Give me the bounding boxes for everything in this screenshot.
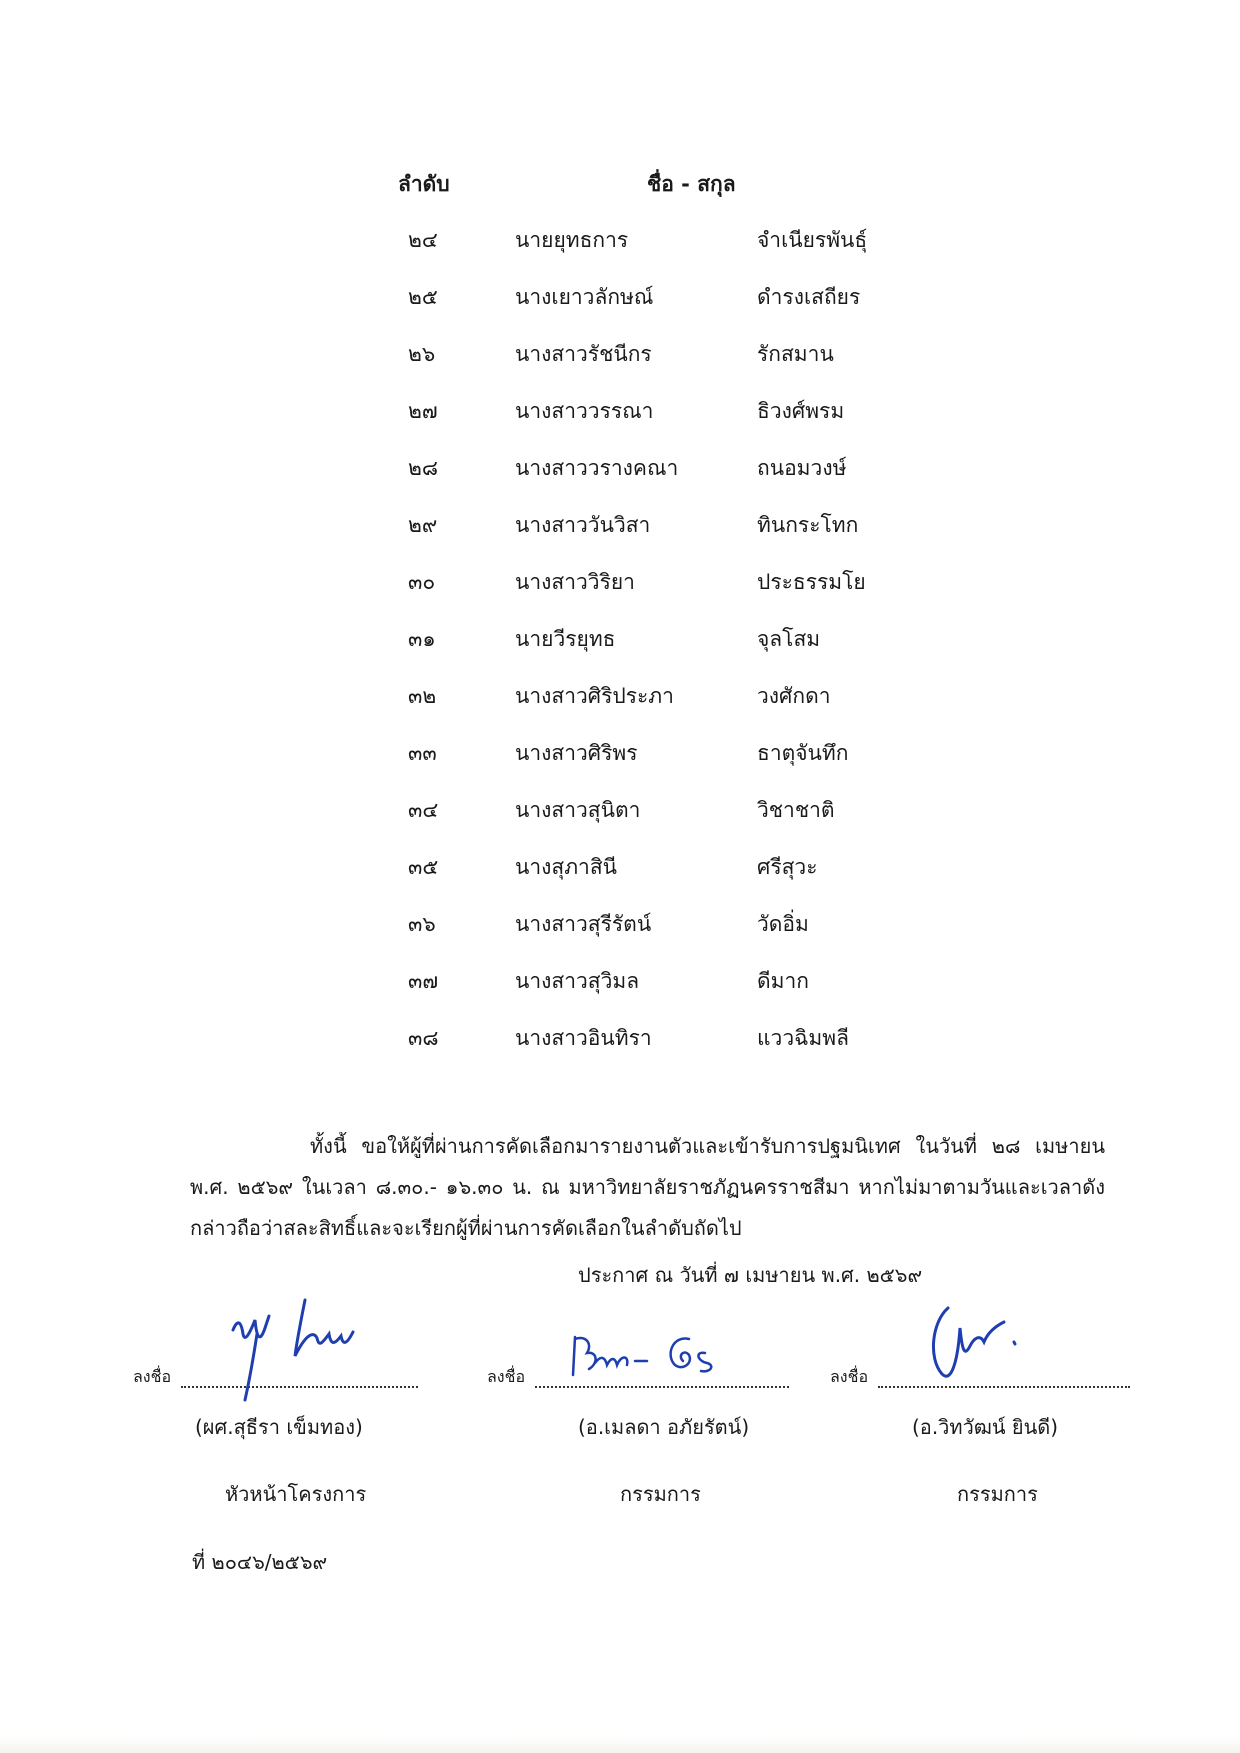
row-last-name: วัดอิ่ม	[757, 912, 809, 936]
table-row	[0, 562, 1240, 602]
row-number: ๓๒	[408, 684, 437, 708]
signature-label: ลงชื่อ	[487, 1367, 526, 1386]
row-number: ๓๗	[408, 969, 439, 993]
signature-mark-2	[565, 1325, 735, 1385]
table-row	[0, 847, 1240, 887]
row-last-name: จำเนียรพันธุ์	[757, 228, 868, 252]
signature-dotted-line	[535, 1386, 789, 1388]
row-number: ๒๘	[408, 456, 439, 480]
row-first-name: นางสุภาสินี	[515, 855, 618, 879]
row-last-name: ดีมาก	[757, 969, 809, 993]
header-name: ชื่อ - สกุล	[647, 172, 736, 196]
row-first-name: นางสาวศิริพร	[515, 741, 638, 765]
table-row	[0, 448, 1240, 488]
signature-role-2: กรรมการ	[620, 1482, 701, 1506]
row-last-name: ทินกระโทก	[757, 513, 859, 537]
table-row	[0, 220, 1240, 260]
table-row	[0, 790, 1240, 830]
row-number: ๒๔	[408, 228, 438, 252]
announcement-date: ประกาศ ณ วันที่ ๗ เมษายน พ.ศ. ๒๕๖๙	[578, 1263, 923, 1287]
page-bottom-edge	[0, 1736, 1240, 1753]
row-last-name: ธาตุจันทึก	[757, 741, 849, 765]
row-first-name: นางสาววรางคณา	[515, 456, 679, 480]
row-first-name: นางสาววิริยา	[515, 570, 635, 594]
paragraph-text: ทั้งนี้ ขอให้ผู้ที่ผ่านการคัดเลือกมารายงานตัวและเข้ารับการปฐมนิเทศ ในวันที่ ๒๘ เมษายน พ.ศ. ๒๕๖๙ ในเวลา ๘.๓๐.- ๑๖.๓๐ น. ณ มหาวิทยาลัยราชภัฏนครราชสีมา หากไม่มาตามวันและเวลาดังกล่าวถือว่าสละสิทธิ์และจะเรียกผู้ที่ผ่านการคัดเลือกในลำดับถัดไป	[190, 1134, 1105, 1240]
header-order: ลำดับ	[398, 172, 450, 196]
row-first-name: นางเยาวลักษณ์	[515, 285, 654, 309]
signature-mark-1	[225, 1290, 385, 1410]
announcement-paragraph	[190, 1126, 1105, 1249]
row-last-name: ประธรรมโย	[757, 570, 866, 594]
row-number: ๓๔	[408, 798, 439, 822]
row-last-name: ดำรงเสถียร	[757, 285, 861, 309]
row-first-name: นายวีรยุทธ	[515, 627, 616, 651]
table-row	[0, 904, 1240, 944]
row-number: ๒๖	[408, 342, 436, 366]
signature-name-2: (อ.เมลดา อภัยรัตน์)	[578, 1415, 750, 1439]
row-number: ๒๕	[408, 285, 438, 309]
row-first-name: นางสาวศิริประภา	[515, 684, 674, 708]
row-last-name: ศรีสุวะ	[757, 855, 818, 879]
row-first-name: นางสาวสุรีรัตน์	[515, 912, 652, 936]
row-last-name: วิชาชาติ	[757, 798, 835, 822]
row-first-name: นายยุทธการ	[515, 228, 629, 252]
row-last-name: วงศักดา	[757, 684, 831, 708]
signature-name-3: (อ.วิทวัฒน์ ยินดี)	[912, 1415, 1059, 1439]
row-number: ๓๐	[408, 570, 436, 594]
table-row	[0, 334, 1240, 374]
signature-label: ลงชื่อ	[133, 1367, 172, 1386]
signature-mark-3	[918, 1298, 1028, 1388]
table-row	[0, 1018, 1240, 1058]
row-last-name: ธิวงศ์พรม	[757, 399, 845, 423]
signature-role-1: หัวหน้าโครงการ	[225, 1482, 367, 1506]
row-first-name: นางสาววรรณา	[515, 399, 654, 423]
signature-name-1: (ผศ.สุธีรา เข็มทอง)	[195, 1415, 363, 1439]
row-number: ๓๓	[408, 741, 437, 765]
row-last-name: แววฉิมพลี	[757, 1026, 849, 1050]
table-row	[0, 676, 1240, 716]
row-number: ๓๘	[408, 1026, 439, 1050]
row-number: ๓๑	[408, 627, 436, 651]
row-number: ๒๗	[408, 399, 438, 423]
document-number: ที่ ๒๐๔๖/๒๕๖๙	[192, 1550, 328, 1574]
row-first-name: นางสาวสุนิตา	[515, 798, 641, 822]
row-last-name: ถนอมวงษ์	[757, 456, 847, 480]
row-number: ๒๙	[408, 513, 438, 537]
row-first-name: นางสาวสุวิมล	[515, 969, 640, 993]
row-number: ๓๕	[408, 855, 439, 879]
row-first-name: นางสาวอินทิรา	[515, 1026, 652, 1050]
signature-role-3: กรรมการ	[957, 1482, 1038, 1506]
table-row	[0, 961, 1240, 1001]
row-last-name: จุลโสม	[757, 627, 821, 651]
table-row	[0, 277, 1240, 317]
signature-label: ลงชื่อ	[830, 1367, 869, 1386]
row-number: ๓๖	[408, 912, 436, 936]
table-row	[0, 733, 1240, 773]
table-row	[0, 505, 1240, 545]
row-first-name: นางสาวรัชนีกร	[515, 342, 652, 366]
table-row	[0, 619, 1240, 659]
table-row	[0, 391, 1240, 431]
row-last-name: รักสมาน	[757, 342, 834, 366]
row-first-name: นางสาววันวิสา	[515, 513, 651, 537]
